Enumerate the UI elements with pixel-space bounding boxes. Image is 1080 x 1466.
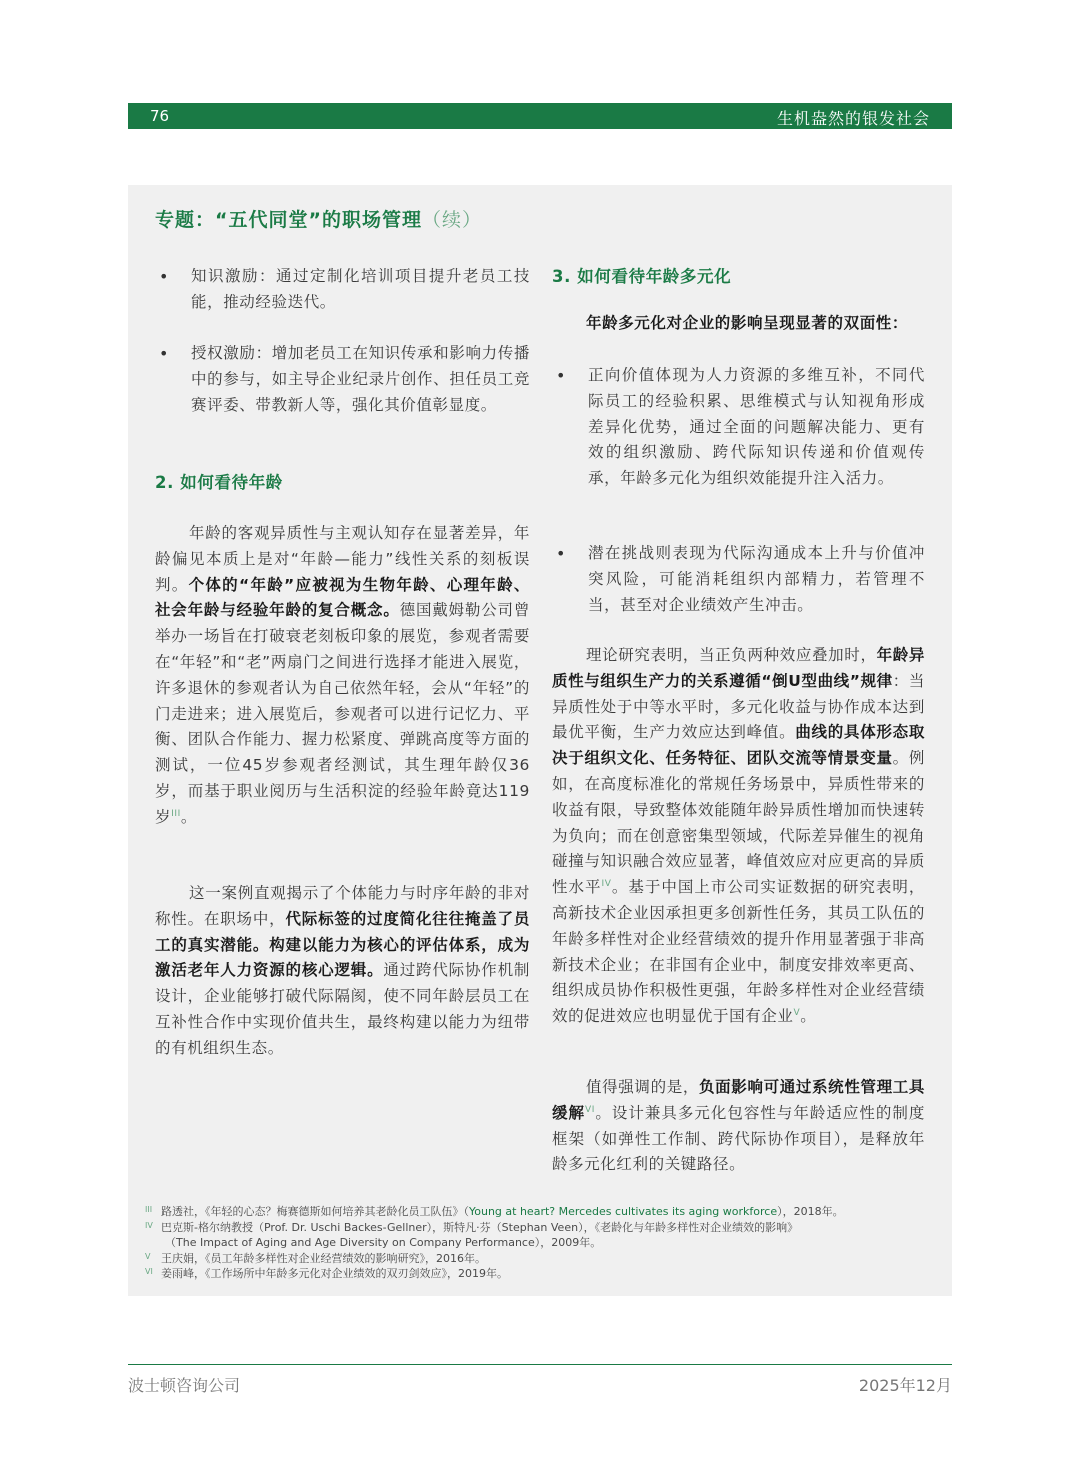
right-bullet-challenge [552, 541, 925, 618]
footnote-text: 姜雨峰，《工作场所中年龄多元化对企业绩效的双刃剑效应》，2019年。 [161, 1267, 508, 1280]
bold-run: 曲线的具体形态取决于组织文化、任务特征、团队交流等情景变量 [552, 723, 925, 768]
footer-date: 2025年12月 [858, 1376, 952, 1395]
paragraph-case-insight [155, 881, 530, 1062]
text-run: 年龄的客观异质性与主观认知存在显著差异，年龄偏见本质上是对“年龄—能力”线性关系的刻板误判。 [155, 524, 530, 594]
book-title: 生机盎然的银发社会 [776, 109, 930, 128]
bullet-positive-value: • 正向价值体现为人力资源的多维互补，不同代际员工的经验积累、思维模式与认知视角形成差异化优势，通过全面的问题解决能力、更有效的组织激励、跨代际知识传递和价值观传承，年龄多元化为组织效能提升注入活力。 [552, 363, 925, 492]
right-bullet-positive [552, 363, 925, 492]
bold-run: 代际标签的过度简化往往掩盖了员工的真实潜能。构建以能力为核心的评估体系，成为激活老年人力资源的核心逻辑。 [155, 909, 530, 980]
footer-divider [128, 1364, 952, 1365]
header-bar [128, 103, 952, 129]
text-run: 德国戴姆勒公司曾举办一场旨在打破衰老刻板印象的展览，参观者需要在“年轻”和“老”两扇门之间进行选择才能进入展览，许多退休的参观者认为自己依然年轻，会从“年轻”的门走进来；进入展览后，参观者可以进行记忆力、平衡、团队合作能力、握力松紧度、弹跳高度等方面的测试，一位45岁参观者经测试，其生理年龄仅36岁，而基于职业阅历与生活积淀的经验年龄竟达119岁 [155, 601, 530, 826]
page-number: 76 [150, 107, 170, 125]
footnote-text: （The Impact of Aging and Age Diversity on Company Performance），2009年。 [165, 1236, 602, 1249]
footnote-text: ），2018年。 [777, 1205, 844, 1218]
footnote-5 [145, 1251, 935, 1267]
footnote-6 [145, 1266, 935, 1282]
text-run: 值得强调的是， [586, 1078, 700, 1096]
paragraph-mitigation [552, 1075, 925, 1178]
topic-title [155, 205, 482, 232]
paragraph-inverted-u [552, 643, 925, 1030]
footnote-mark: III [145, 1205, 153, 1214]
footnote-ref: IV [601, 879, 612, 890]
footnote-text: 路透社，《年轻的心态？梅赛德斯如何培养其老龄化员工队伍》（ [161, 1205, 469, 1218]
text-run: 通过跨代际协作机制设计，企业能够打破代际隔阂，使不同年龄层员工在互补性合作中实现价值共生，最终构建以能力为纽带的有机组织生态。 [155, 961, 530, 1057]
bullet-knowledge-incentive: • 知识激励：通过定制化培训项目提升老员工技能，推动经验迭代。 [155, 264, 530, 316]
bullet-potential-challenge: • 潜在挑战则表现为代际沟通成本上升与价值冲突风险，可能消耗组织内部精力，若管理不当，甚至对企业绩效产生冲击。 [552, 541, 925, 618]
footnote-english-title: Young at heart? Mercedes cultivates its aging workforce [469, 1205, 778, 1218]
text-run: 这一案例直观揭示了个体能力与时序年龄的非对称性。在职场中， [155, 884, 530, 928]
text-run: 。例如，在高度标准化的常规任务场景中，异质性带来的收益有限，导致整体效能随年龄异质性增加而快速转为负向；而在创意密集型领域，代际差异催生的视角碰撞与知识融合效应显著，峰值效应对应更高的异质性水平 [552, 749, 925, 897]
left-column-b2 [155, 341, 530, 418]
bold-run: 负面影响可通过系统性管理工具缓解 [552, 1078, 925, 1122]
bold-run: 年龄异质性与组织生产力的关系遵循“倒U型曲线”规律 [552, 646, 925, 690]
footnote-4 [145, 1220, 935, 1236]
footnote-ref: III [171, 808, 181, 819]
left-column [155, 264, 530, 316]
footer-company: 波士顿咨询公司 [128, 1376, 241, 1395]
text-run: 。 [800, 1007, 817, 1026]
footnote-text: 王庆娟，《员工年龄多样性对企业经营绩效的影响研究》，2016年。 [161, 1251, 486, 1265]
footnote-ref: VI [585, 1104, 596, 1115]
footnote-text: 巴克斯-格尔纳教授（Prof. Dr. Uschi Backes-Gellner），斯特凡·芬（Stephan Veen），《老龄化与年龄多样性对企业绩效的影响》 [161, 1220, 799, 1234]
topic-title-text: 专题：“五代同堂”的职场管理 [155, 209, 422, 231]
footnote-mark: IV [145, 1220, 153, 1230]
text-run: 。 [180, 807, 197, 826]
bold-run: 个体的“年龄”应被视为生物年龄、心理年龄、社会年龄与经验年龄的复合概念。 [155, 575, 530, 620]
text-run: 。基于中国上市公司实证数据的研究表明，高新技术企业因承担更多创新性任务，其员工队伍的年龄多样性对企业经营绩效的提升作用显著强于非高新技术企业；在非国有企业中，制度安排效率更高、组织成员协作积极性更强，年龄多样性对企业经营绩效的促进效应也明显优于国有企业 [552, 878, 925, 1026]
footnote-mark: VI [145, 1267, 153, 1276]
footnote-ref: V [793, 1008, 801, 1019]
text-run: 。设计兼具多元化包容性与年龄适应性的制度框架（如弹性工作制、跨代际协作项目），是释放年龄多元化红利的关键路径。 [552, 1103, 925, 1174]
bullet-authorization-incentive: • 授权激励：增加老员工在知识传承和影响力传播中的参与，如主导企业纪录片创作、担任员工竞赛评委、带教新人等，强化其价值彰显度。 [155, 341, 530, 418]
topic-title-cont: （续） [421, 209, 482, 231]
section-heading-age: 2. 如何看待年龄 [155, 473, 283, 492]
footnote-mark: V [145, 1251, 151, 1261]
section-heading-diversity: 3. 如何看待年龄多元化 [552, 267, 732, 286]
footnote-3 [145, 1204, 935, 1220]
paragraph-age-heterogeneity [155, 521, 530, 831]
text-run: ：当异质性处于中等水平时，多元化收益与协作成本达到最优平衡，生产力效应达到峰值。 [552, 671, 925, 742]
text-run: 理论研究表明，当正负两种效应叠加时， [586, 646, 877, 664]
footnotes [145, 1204, 935, 1282]
footnote-4-cont [145, 1235, 935, 1251]
diversity-subhead: 年龄多元化对企业的影响呈现显著的双面性： [586, 314, 909, 332]
